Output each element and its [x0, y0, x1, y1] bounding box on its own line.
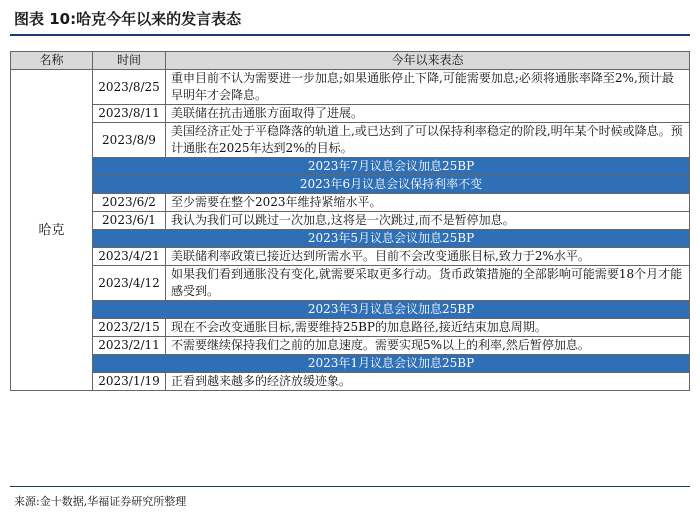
header-time: 时间: [93, 52, 166, 70]
source-divider: [10, 486, 690, 487]
meeting-band-row: [11, 301, 690, 319]
table-row: [11, 105, 690, 123]
table-row: [11, 248, 690, 266]
statement-date: 2023/6/2: [93, 194, 166, 212]
person-name: 哈克: [11, 70, 93, 391]
header-name: 名称: [11, 52, 93, 70]
statement-date: 2023/4/12: [93, 266, 166, 301]
table-body: [11, 70, 690, 391]
title-divider: [10, 34, 690, 36]
statement-text: 重申目前不认为需要进一步加息;如果通胀停止下降,可能需要加息;必须将通胀率降至2%,预计最早明年才会降息。: [166, 70, 690, 105]
table-row: [11, 337, 690, 355]
meeting-band-text: 2023年6月议息会议保持利率不变: [93, 176, 690, 194]
statement-text: 美联储利率政策已接近达到所需水平。目前不会改变通胀目标,致力于2%水平。: [166, 248, 690, 266]
statement-text: 正看到越来越多的经济放缓迹象。: [166, 373, 690, 391]
statement-text: 美国经济正处于平稳降落的轨道上,或已达到了可以保持利率稳定的阶段,明年某个时候或降息。预计通胀在2025年达到2%的目标。: [166, 123, 690, 158]
table-header-row: [11, 52, 690, 70]
statements-table: [10, 51, 690, 391]
statement-date: 2023/4/21: [93, 248, 166, 266]
statement-text: 至少需要在整个2023年维持紧缩水平。: [166, 194, 690, 212]
table-row: [11, 123, 690, 158]
statement-date: 2023/6/1: [93, 212, 166, 230]
meeting-band-text: 2023年3月议息会议加息25BP: [93, 301, 690, 319]
meeting-band-row: [11, 158, 690, 176]
meeting-band-row: [11, 355, 690, 373]
statement-date: 2023/2/15: [93, 319, 166, 337]
statement-text: 如果我们看到通胀没有变化,就需要采取更多行动。货币政策措施的全部影响可能需要18个月才能感受到。: [166, 266, 690, 301]
meeting-band-text: 2023年1月议息会议加息25BP: [93, 355, 690, 373]
table-row: [11, 373, 690, 391]
header-statement: 今年以来表态: [166, 52, 690, 70]
statement-date: 2023/8/11: [93, 105, 166, 123]
statement-text: 现在不会改变通胀目标,需要维持25BP的加息路径,接近结束加息周期。: [166, 319, 690, 337]
statement-text: 不需要继续保持我们之前的加息速度。需要实现5%以上的利率,然后暂停加息。: [166, 337, 690, 355]
table-row: [11, 70, 690, 105]
figure-title: 图表 10:哈克今年以来的发言表态: [14, 10, 242, 28]
table-row: [11, 319, 690, 337]
table-row: [11, 194, 690, 212]
statement-date: 2023/8/25: [93, 70, 166, 105]
table-row: [11, 266, 690, 301]
statement-date: 2023/2/11: [93, 337, 166, 355]
statement-text: 我认为我们可以跳过一次加息,这将是一次跳过,而不是暂停加息。: [166, 212, 690, 230]
statement-date: 2023/1/19: [93, 373, 166, 391]
statement-date: 2023/8/9: [93, 123, 166, 158]
meeting-band-text: 2023年7月议息会议加息25BP: [93, 158, 690, 176]
meeting-band-row: [11, 230, 690, 248]
meeting-band-text: 2023年5月议息会议加息25BP: [93, 230, 690, 248]
source-note: 来源:金十数据,华福证券研究所整理: [14, 495, 187, 508]
statement-text: 美联储在抗击通胀方面取得了进展。: [166, 105, 690, 123]
meeting-band-row: [11, 176, 690, 194]
table-row: [11, 212, 690, 230]
